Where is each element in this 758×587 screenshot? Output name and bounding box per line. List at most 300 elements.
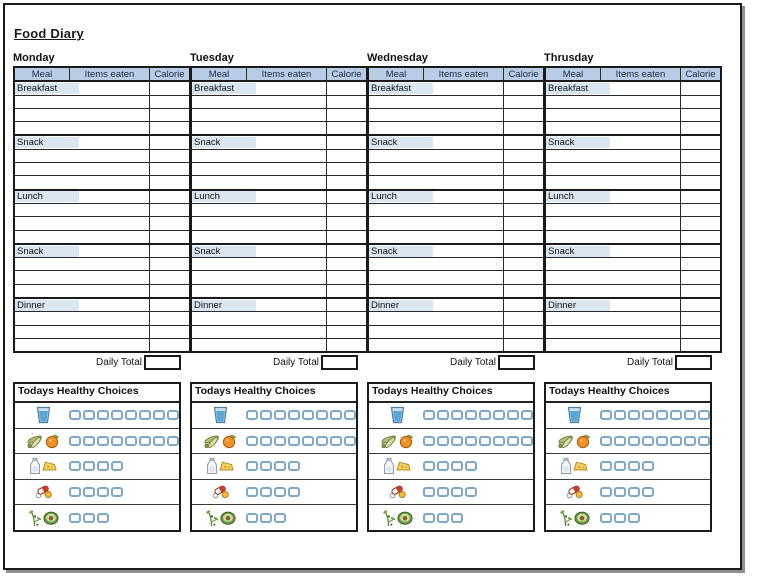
calorie-cell[interactable] xyxy=(504,271,545,284)
healthy-checkbox[interactable] xyxy=(83,487,95,497)
items-eaten-cell[interactable] xyxy=(545,108,681,121)
healthy-checkbox[interactable] xyxy=(684,436,696,446)
healthy-checkbox[interactable] xyxy=(246,410,258,420)
calorie-cell[interactable] xyxy=(327,244,368,258)
healthy-checkbox[interactable] xyxy=(153,436,165,446)
items-eaten-cell[interactable] xyxy=(368,217,504,230)
healthy-checkbox[interactable] xyxy=(330,436,342,446)
calorie-cell[interactable] xyxy=(327,190,368,204)
healthy-checkbox[interactable] xyxy=(670,410,682,420)
items-eaten-cell[interactable] xyxy=(191,338,327,352)
calorie-cell[interactable] xyxy=(150,217,191,230)
healthy-checkbox[interactable] xyxy=(600,513,612,523)
entry-row xyxy=(191,312,367,325)
healthy-checkbox[interactable] xyxy=(642,461,654,471)
entry-row xyxy=(14,284,190,298)
healthy-checkbox[interactable] xyxy=(125,436,137,446)
entry-row xyxy=(191,163,367,176)
healthy-checkbox[interactable] xyxy=(111,487,123,497)
calorie-cell[interactable] xyxy=(504,230,545,244)
healthy-choices-box xyxy=(13,382,181,532)
calorie-cell[interactable] xyxy=(681,122,722,136)
items-eaten-cell[interactable] xyxy=(191,176,327,190)
healthy-checkbox[interactable] xyxy=(628,461,640,471)
healthy-checkbox[interactable] xyxy=(451,487,463,497)
items-eaten-cell[interactable] xyxy=(368,203,504,216)
calorie-cell[interactable] xyxy=(327,258,368,271)
healthy-checkbox[interactable] xyxy=(642,410,654,420)
calorie-cell[interactable] xyxy=(327,135,368,149)
day-column xyxy=(544,52,716,370)
calorie-cell[interactable] xyxy=(150,163,191,176)
calorie-cell[interactable] xyxy=(681,338,722,352)
healthy-checkbox[interactable] xyxy=(97,513,109,523)
healthy-checkbox[interactable] xyxy=(479,436,491,446)
items-eaten-cell[interactable] xyxy=(191,271,327,284)
healthy-checkbox[interactable] xyxy=(451,461,463,471)
items-eaten-cell[interactable] xyxy=(14,176,150,190)
items-eaten-cell[interactable] xyxy=(191,217,327,230)
checkbox-group xyxy=(600,513,640,523)
items-eaten-cell[interactable] xyxy=(545,312,681,325)
healthy-checkbox[interactable] xyxy=(83,461,95,471)
items-eaten-cell[interactable] xyxy=(545,176,681,190)
meal-label-cell xyxy=(545,190,681,204)
items-eaten-cell[interactable] xyxy=(14,108,150,121)
items-eaten-cell[interactable] xyxy=(191,230,327,244)
items-eaten-cell[interactable] xyxy=(368,338,504,352)
calorie-cell[interactable] xyxy=(504,217,545,230)
entry-row xyxy=(191,325,367,338)
healthy-checkbox[interactable] xyxy=(69,487,81,497)
calorie-cell[interactable] xyxy=(681,312,722,325)
healthy-checkbox[interactable] xyxy=(288,410,300,420)
healthy-checkbox[interactable] xyxy=(111,436,123,446)
daily-total-label: Daily Total xyxy=(96,356,142,368)
calorie-cell[interactable] xyxy=(681,203,722,216)
calorie-cell[interactable] xyxy=(681,190,722,204)
healthy-checkbox[interactable] xyxy=(111,461,123,471)
healthy-checkbox[interactable] xyxy=(288,436,300,446)
healthy-checkbox[interactable] xyxy=(642,487,654,497)
healthy-checkbox[interactable] xyxy=(465,487,477,497)
healthy-checkbox[interactable] xyxy=(316,436,328,446)
healthy-checkbox[interactable] xyxy=(97,487,109,497)
column-header: Items eaten xyxy=(247,67,327,81)
items-eaten-cell[interactable] xyxy=(368,271,504,284)
items-eaten-cell[interactable] xyxy=(545,325,681,338)
healthy-checkbox[interactable] xyxy=(260,436,272,446)
items-eaten-cell[interactable] xyxy=(191,149,327,162)
healthy-choice-icons xyxy=(548,406,600,424)
daily-total-label: Daily Total xyxy=(627,356,673,368)
items-eaten-cell[interactable] xyxy=(545,258,681,271)
calorie-cell[interactable] xyxy=(327,95,368,108)
entry-row xyxy=(368,271,544,284)
orange-icon xyxy=(45,433,60,449)
healthy-checkbox[interactable] xyxy=(656,436,668,446)
healthy-checkbox[interactable] xyxy=(246,487,258,497)
milk-bottle-icon xyxy=(29,457,41,475)
healthy-checkbox[interactable] xyxy=(684,410,696,420)
healthy-checkbox[interactable] xyxy=(614,461,626,471)
calorie-cell[interactable] xyxy=(327,163,368,176)
calorie-cell[interactable] xyxy=(504,95,545,108)
calorie-cell[interactable] xyxy=(327,149,368,162)
calorie-cell[interactable] xyxy=(681,135,722,149)
healthy-checkbox[interactable] xyxy=(521,410,533,420)
healthy-checkbox[interactable] xyxy=(139,436,151,446)
calorie-cell[interactable] xyxy=(150,95,191,108)
healthy-checkbox[interactable] xyxy=(670,436,682,446)
items-eaten-cell[interactable] xyxy=(191,95,327,108)
healthy-checkbox[interactable] xyxy=(451,410,463,420)
items-eaten-cell[interactable] xyxy=(14,163,150,176)
healthy-checkbox[interactable] xyxy=(521,436,533,446)
healthy-checkbox[interactable] xyxy=(437,487,449,497)
daily-total-row xyxy=(190,354,358,370)
calorie-cell[interactable] xyxy=(150,338,191,352)
healthy-checkbox[interactable] xyxy=(260,410,272,420)
healthy-checkbox[interactable] xyxy=(274,461,286,471)
meal-label: Snack xyxy=(546,137,610,148)
checkbox-group xyxy=(69,487,123,497)
items-eaten-cell[interactable] xyxy=(14,284,150,298)
daily-total-row xyxy=(544,354,712,370)
healthy-checkbox[interactable] xyxy=(288,461,300,471)
items-eaten-cell[interactable] xyxy=(545,122,681,136)
calorie-cell[interactable] xyxy=(681,95,722,108)
calorie-cell[interactable] xyxy=(327,108,368,121)
items-eaten-cell[interactable] xyxy=(368,284,504,298)
healthy-checkbox[interactable] xyxy=(600,487,612,497)
healthy-checkbox[interactable] xyxy=(83,436,95,446)
calorie-cell[interactable] xyxy=(327,325,368,338)
calorie-cell[interactable] xyxy=(504,122,545,136)
healthy-checkbox[interactable] xyxy=(97,410,109,420)
healthy-checkbox[interactable] xyxy=(698,410,710,420)
entry-row xyxy=(191,176,367,190)
calorie-cell[interactable] xyxy=(150,258,191,271)
items-eaten-cell[interactable] xyxy=(14,122,150,136)
items-eaten-cell[interactable] xyxy=(368,325,504,338)
healthy-checkbox[interactable] xyxy=(437,461,449,471)
items-eaten-cell[interactable] xyxy=(545,284,681,298)
healthy-checkbox[interactable] xyxy=(111,410,123,420)
calorie-cell[interactable] xyxy=(504,163,545,176)
day-label: Thrusday xyxy=(544,52,594,64)
healthy-checkbox[interactable] xyxy=(344,410,356,420)
items-eaten-cell[interactable] xyxy=(191,284,327,298)
healthy-checkbox[interactable] xyxy=(274,487,286,497)
daily-total-cell[interactable] xyxy=(675,355,712,370)
column-header: Meal xyxy=(14,67,70,81)
healthy-checkbox[interactable] xyxy=(69,436,81,446)
healthy-checkbox[interactable] xyxy=(465,436,477,446)
healthy-checkbox[interactable] xyxy=(600,461,612,471)
healthy-checkbox[interactable] xyxy=(628,513,640,523)
items-eaten-cell[interactable] xyxy=(191,163,327,176)
calorie-cell[interactable] xyxy=(504,176,545,190)
calorie-cell[interactable] xyxy=(504,338,545,352)
healthy-checkbox[interactable] xyxy=(246,513,258,523)
entry-row xyxy=(14,230,190,244)
daily-total-cell[interactable] xyxy=(144,355,181,370)
entry-row xyxy=(191,338,367,352)
items-eaten-cell[interactable] xyxy=(545,338,681,352)
healthy-checkbox[interactable] xyxy=(600,410,612,420)
healthy-checkbox[interactable] xyxy=(423,410,435,420)
calorie-cell[interactable] xyxy=(681,230,722,244)
calorie-cell[interactable] xyxy=(150,230,191,244)
calorie-cell[interactable] xyxy=(504,149,545,162)
calorie-cell[interactable] xyxy=(504,108,545,121)
healthy-choice-icons xyxy=(548,509,600,527)
healthy-checkbox[interactable] xyxy=(465,410,477,420)
healthy-checkbox[interactable] xyxy=(465,461,477,471)
entry-row xyxy=(191,258,367,271)
meal-section-start-row xyxy=(191,81,367,95)
meal-label-cell xyxy=(368,81,504,95)
items-eaten-cell[interactable] xyxy=(368,122,504,136)
items-eaten-cell[interactable] xyxy=(14,203,150,216)
healthy-checkbox[interactable] xyxy=(260,487,272,497)
daily-total-cell[interactable] xyxy=(321,355,358,370)
calorie-cell[interactable] xyxy=(681,81,722,95)
column-header: Meal xyxy=(545,67,601,81)
daily-total-row xyxy=(13,354,181,370)
calorie-cell[interactable] xyxy=(327,203,368,216)
calorie-cell[interactable] xyxy=(504,135,545,149)
healthy-checkbox[interactable] xyxy=(437,410,449,420)
entry-row xyxy=(368,312,544,325)
calorie-cell[interactable] xyxy=(150,81,191,95)
calorie-cell[interactable] xyxy=(681,298,722,312)
calorie-cell[interactable] xyxy=(504,244,545,258)
items-eaten-cell[interactable] xyxy=(368,163,504,176)
healthy-checkbox[interactable] xyxy=(83,513,95,523)
healthy-checkbox[interactable] xyxy=(451,436,463,446)
items-eaten-cell[interactable] xyxy=(545,95,681,108)
milk-bottle-icon xyxy=(383,457,395,475)
healthy-checkbox[interactable] xyxy=(69,410,81,420)
healthy-checkbox[interactable] xyxy=(507,436,519,446)
checkbox-group xyxy=(600,410,710,420)
calorie-cell[interactable] xyxy=(681,244,722,258)
items-eaten-cell[interactable] xyxy=(14,312,150,325)
healthy-checkbox[interactable] xyxy=(302,410,314,420)
healthy-checkbox[interactable] xyxy=(423,487,435,497)
healthy-checkbox[interactable] xyxy=(69,513,81,523)
healthy-checkbox[interactable] xyxy=(628,410,640,420)
healthy-checkbox[interactable] xyxy=(614,513,626,523)
calorie-cell[interactable] xyxy=(327,312,368,325)
healthy-checkbox[interactable] xyxy=(507,410,519,420)
items-eaten-cell[interactable] xyxy=(191,203,327,216)
items-eaten-cell[interactable] xyxy=(545,217,681,230)
items-eaten-cell[interactable] xyxy=(368,312,504,325)
calorie-cell[interactable] xyxy=(150,108,191,121)
calorie-cell[interactable] xyxy=(504,325,545,338)
calorie-cell[interactable] xyxy=(150,284,191,298)
healthy-checkbox[interactable] xyxy=(288,487,300,497)
calorie-cell[interactable] xyxy=(681,176,722,190)
items-eaten-cell[interactable] xyxy=(368,108,504,121)
healthy-checkbox[interactable] xyxy=(423,436,435,446)
items-eaten-cell[interactable] xyxy=(14,258,150,271)
entry-row xyxy=(14,203,190,216)
items-eaten-cell[interactable] xyxy=(545,163,681,176)
calorie-cell[interactable] xyxy=(150,122,191,136)
healthy-checkbox[interactable] xyxy=(139,410,151,420)
calorie-cell[interactable] xyxy=(681,149,722,162)
calorie-cell[interactable] xyxy=(150,149,191,162)
calorie-cell[interactable] xyxy=(504,298,545,312)
calorie-cell[interactable] xyxy=(504,284,545,298)
items-eaten-cell[interactable] xyxy=(545,203,681,216)
healthy-checkbox[interactable] xyxy=(125,410,137,420)
healthy-choice-row xyxy=(369,505,533,530)
items-eaten-cell[interactable] xyxy=(191,258,327,271)
calorie-cell[interactable] xyxy=(681,108,722,121)
water-glass-icon xyxy=(213,406,228,424)
healthy-choice-row xyxy=(15,454,179,480)
calorie-cell[interactable] xyxy=(504,203,545,216)
items-eaten-cell[interactable] xyxy=(368,258,504,271)
items-eaten-cell[interactable] xyxy=(14,149,150,162)
healthy-checkbox[interactable] xyxy=(614,487,626,497)
healthy-checkbox[interactable] xyxy=(344,436,356,446)
calorie-cell[interactable] xyxy=(504,190,545,204)
calorie-cell[interactable] xyxy=(681,258,722,271)
items-eaten-cell[interactable] xyxy=(545,271,681,284)
healthy-checkbox[interactable] xyxy=(83,410,95,420)
healthy-checkbox[interactable] xyxy=(628,436,640,446)
healthy-checkbox[interactable] xyxy=(698,436,710,446)
calorie-cell[interactable] xyxy=(681,284,722,298)
calorie-cell[interactable] xyxy=(150,271,191,284)
calorie-cell[interactable] xyxy=(504,312,545,325)
healthy-checkbox[interactable] xyxy=(274,436,286,446)
items-eaten-cell[interactable] xyxy=(191,122,327,136)
healthy-checkbox[interactable] xyxy=(656,410,668,420)
entry-row xyxy=(545,338,721,352)
healthy-checkbox[interactable] xyxy=(479,410,491,420)
items-eaten-cell[interactable] xyxy=(14,338,150,352)
items-eaten-cell[interactable] xyxy=(368,149,504,162)
meal-label-cell xyxy=(545,81,681,95)
healthy-checkbox[interactable] xyxy=(316,410,328,420)
healthy-checkbox[interactable] xyxy=(493,436,505,446)
calorie-cell[interactable] xyxy=(150,135,191,149)
healthy-checkbox[interactable] xyxy=(493,410,505,420)
healthy-checkbox[interactable] xyxy=(260,513,272,523)
items-eaten-cell[interactable] xyxy=(191,325,327,338)
items-eaten-cell[interactable] xyxy=(368,176,504,190)
calorie-cell[interactable] xyxy=(681,325,722,338)
items-eaten-cell[interactable] xyxy=(14,95,150,108)
entry-row xyxy=(14,163,190,176)
calorie-cell[interactable] xyxy=(327,338,368,352)
items-eaten-cell[interactable] xyxy=(191,108,327,121)
daily-total-cell[interactable] xyxy=(498,355,535,370)
items-eaten-cell[interactable] xyxy=(14,271,150,284)
calorie-cell[interactable] xyxy=(504,81,545,95)
calorie-cell[interactable] xyxy=(327,298,368,312)
healthy-checkbox[interactable] xyxy=(97,461,109,471)
calorie-cell[interactable] xyxy=(327,271,368,284)
calorie-cell[interactable] xyxy=(327,81,368,95)
calorie-cell[interactable] xyxy=(150,176,191,190)
items-eaten-cell[interactable] xyxy=(14,217,150,230)
healthy-checkbox[interactable] xyxy=(167,436,179,446)
healthy-checkbox[interactable] xyxy=(246,461,258,471)
meal-label: Snack xyxy=(15,137,79,148)
healthy-checkbox[interactable] xyxy=(274,513,286,523)
meal-label: Snack xyxy=(192,137,256,148)
items-eaten-cell[interactable] xyxy=(368,95,504,108)
meal-label-cell xyxy=(368,190,504,204)
items-eaten-cell[interactable] xyxy=(14,325,150,338)
items-eaten-cell[interactable] xyxy=(545,149,681,162)
items-eaten-cell[interactable] xyxy=(191,312,327,325)
day-column xyxy=(367,52,539,370)
calorie-cell[interactable] xyxy=(327,176,368,190)
healthy-checkbox[interactable] xyxy=(437,436,449,446)
items-eaten-cell[interactable] xyxy=(368,230,504,244)
entry-row xyxy=(14,258,190,271)
calorie-cell[interactable] xyxy=(150,244,191,258)
items-eaten-cell[interactable] xyxy=(545,230,681,244)
entry-row xyxy=(191,122,367,136)
calorie-cell[interactable] xyxy=(327,122,368,136)
healthy-checkbox[interactable] xyxy=(246,436,258,446)
healthy-checkbox[interactable] xyxy=(614,410,626,420)
healthy-checkbox[interactable] xyxy=(614,436,626,446)
meal-label: Breakfast xyxy=(546,83,610,94)
calorie-cell[interactable] xyxy=(327,284,368,298)
calorie-cell[interactable] xyxy=(150,203,191,216)
healthy-checkbox[interactable] xyxy=(423,513,435,523)
healthy-checkbox[interactable] xyxy=(642,436,654,446)
healthy-checkbox[interactable] xyxy=(302,436,314,446)
healthy-checkbox[interactable] xyxy=(423,461,435,471)
healthy-checkbox[interactable] xyxy=(437,513,449,523)
healthy-checkbox[interactable] xyxy=(330,410,342,420)
items-eaten-cell[interactable] xyxy=(14,230,150,244)
healthy-checkbox[interactable] xyxy=(600,436,612,446)
pills-icon xyxy=(211,485,230,499)
healthy-checkbox[interactable] xyxy=(153,410,165,420)
healthy-checkbox[interactable] xyxy=(260,461,272,471)
healthy-checkbox[interactable] xyxy=(451,513,463,523)
calorie-cell[interactable] xyxy=(681,163,722,176)
calorie-cell[interactable] xyxy=(327,217,368,230)
healthy-checkbox[interactable] xyxy=(97,436,109,446)
calorie-cell[interactable] xyxy=(327,230,368,244)
healthy-checkbox[interactable] xyxy=(69,461,81,471)
healthy-checkbox[interactable] xyxy=(628,487,640,497)
calorie-cell[interactable] xyxy=(504,258,545,271)
calorie-cell[interactable] xyxy=(150,190,191,204)
calorie-cell[interactable] xyxy=(150,298,191,312)
healthy-checkbox[interactable] xyxy=(274,410,286,420)
calorie-cell[interactable] xyxy=(681,217,722,230)
healthy-checkbox[interactable] xyxy=(167,410,179,420)
calorie-cell[interactable] xyxy=(681,271,722,284)
calorie-cell[interactable] xyxy=(150,312,191,325)
calorie-cell[interactable] xyxy=(150,325,191,338)
